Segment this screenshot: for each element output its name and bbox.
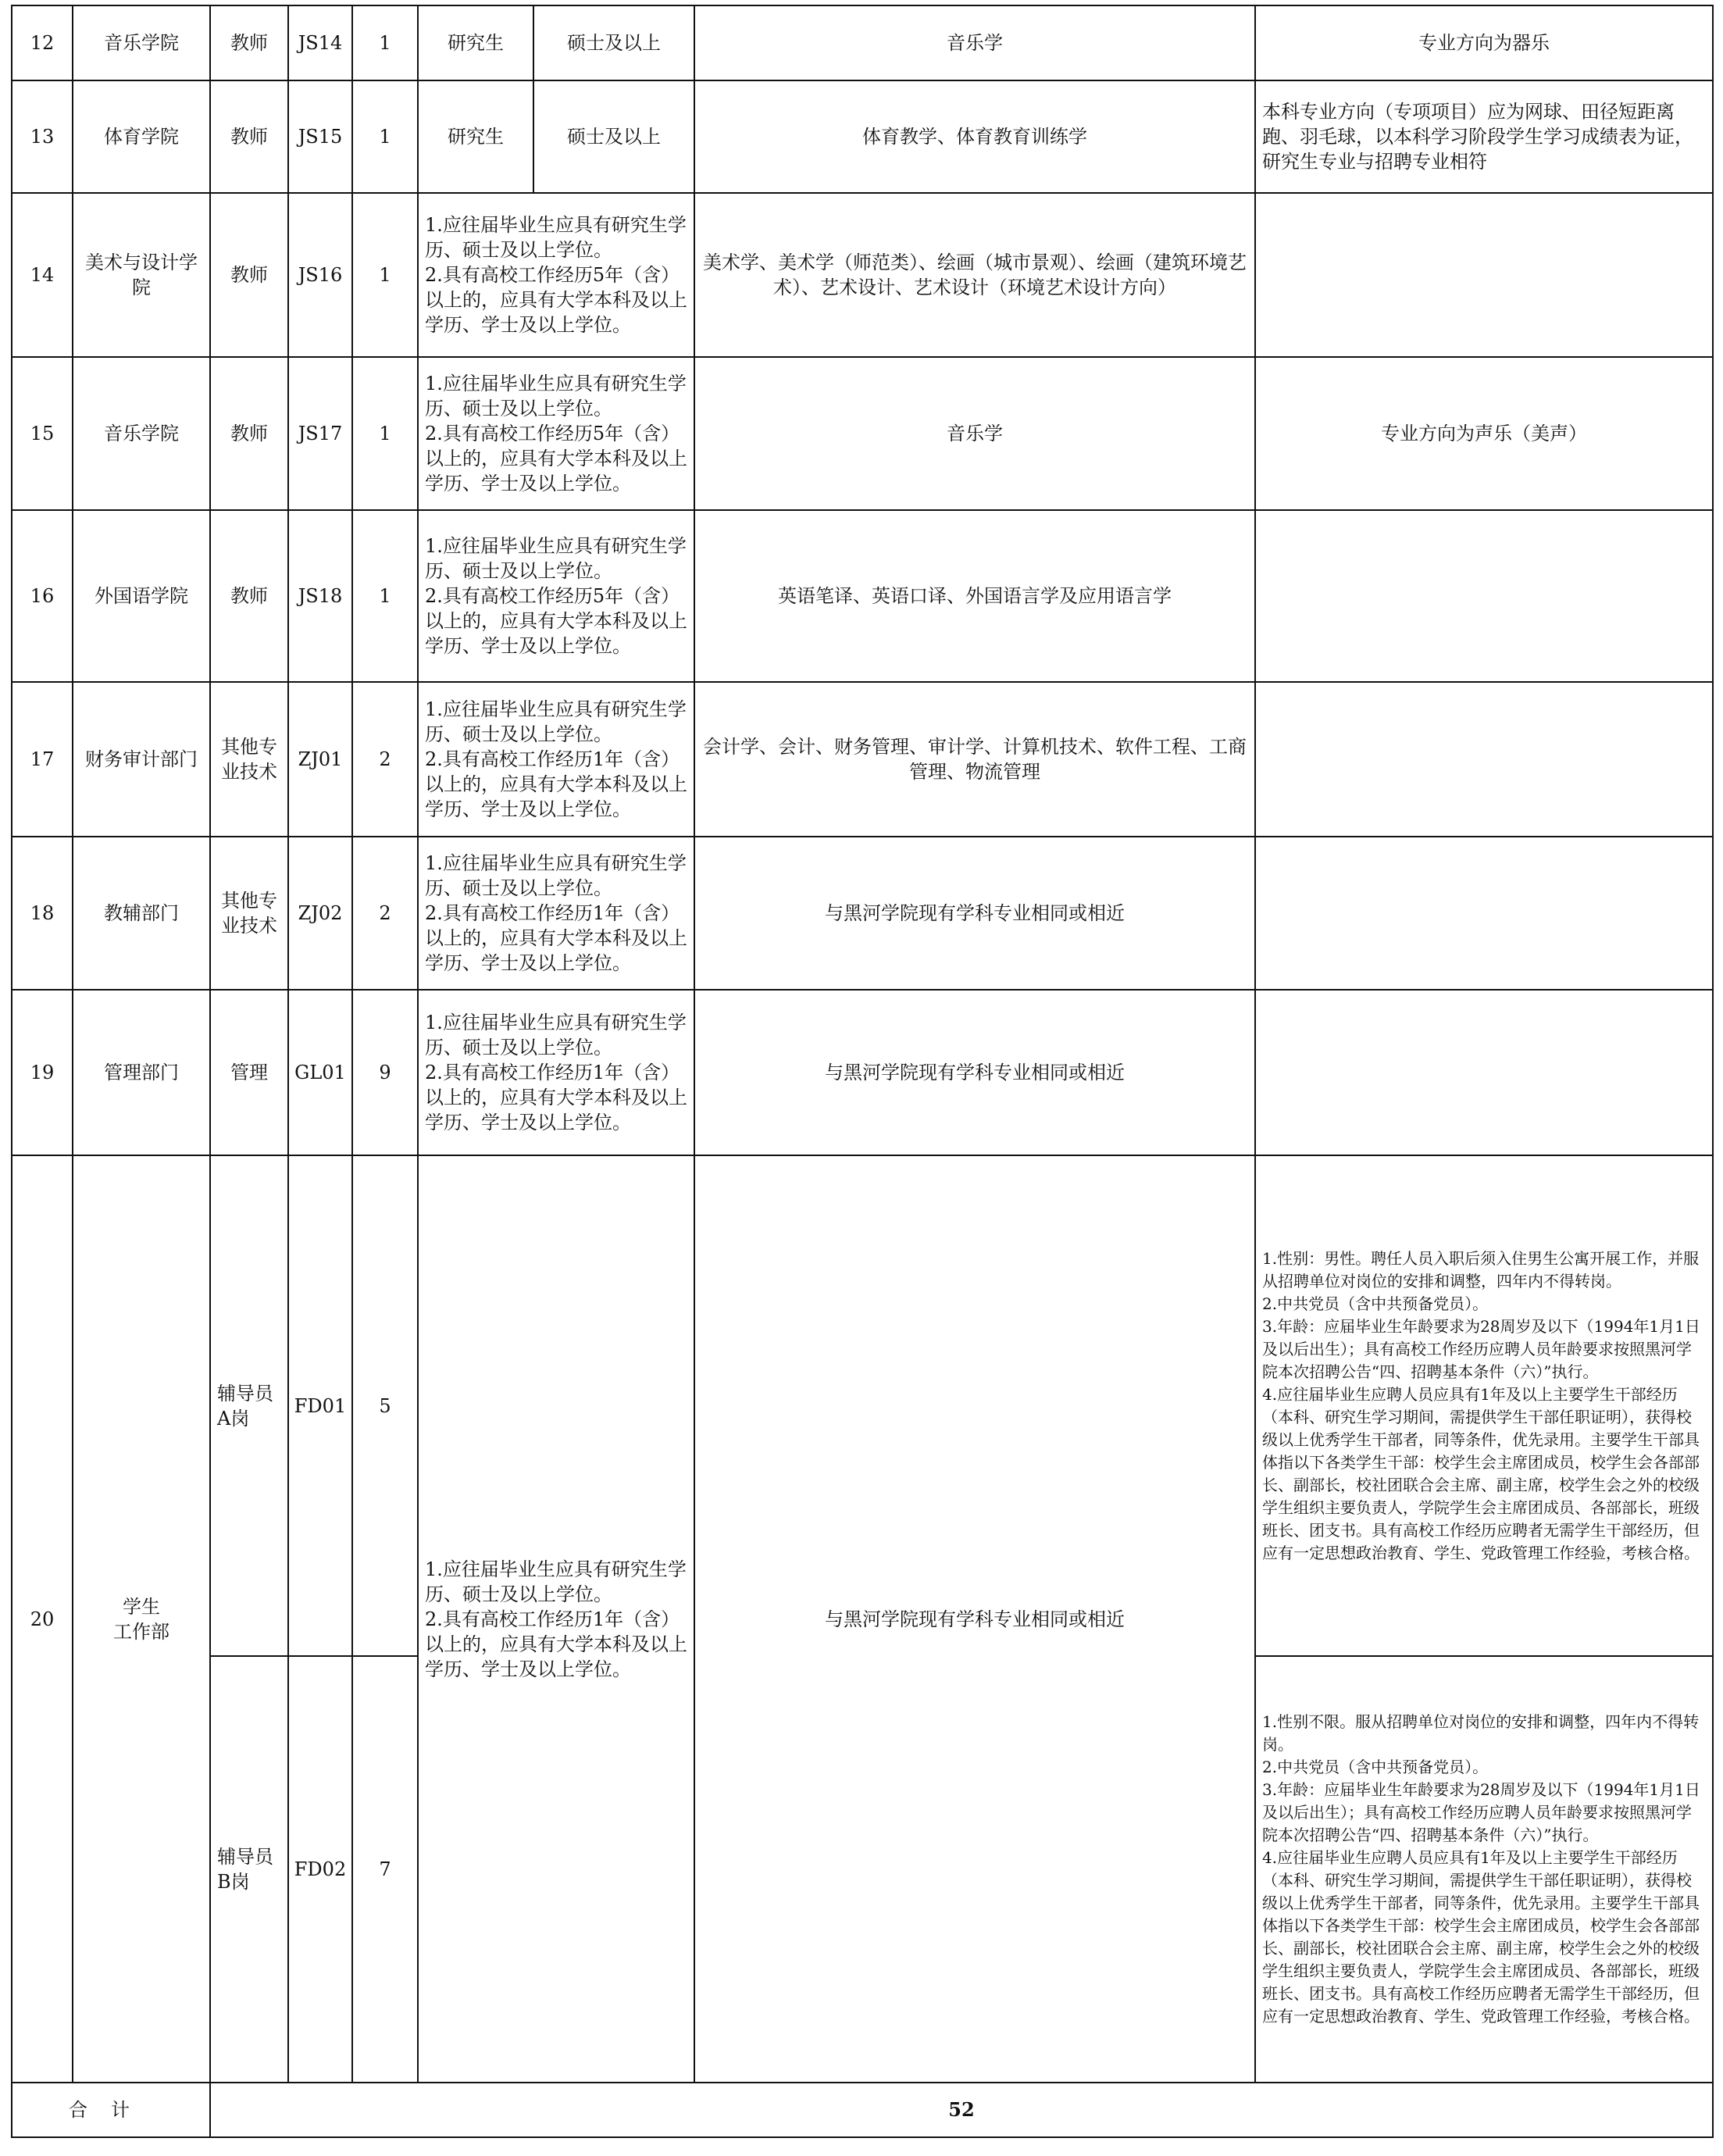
- cell-type: 其他专业技术: [210, 682, 288, 837]
- cell-type: 教师: [210, 510, 288, 682]
- cell-remark: [1255, 990, 1713, 1155]
- total-row: [12, 2083, 1713, 2137]
- cell-remark: 本科专业方向（专项项目）应为网球、田径短距离跑、羽毛球，以本科学习阶段学生学习成绩表为证，研究生专业与招聘专业相符: [1255, 80, 1713, 193]
- total-value: 52: [210, 2083, 1713, 2137]
- cell-type: 辅导员A岗: [210, 1155, 288, 1656]
- cell-dept: 音乐学院: [73, 357, 210, 510]
- cell-major: 与黑河学院现有学科专业相同或相近: [694, 1155, 1255, 2083]
- cell-edu: 研究生: [418, 80, 533, 193]
- cell-degree: 硕士及以上: [533, 5, 694, 80]
- table-row: [12, 193, 1713, 357]
- cell-code: ZJ01: [288, 682, 352, 837]
- total-label: 合计: [12, 2083, 210, 2137]
- cell-dept: 外国语学院: [73, 510, 210, 682]
- cell-major: 美术学、美术学（师范类）、绘画（城市景观）、绘画（建筑环境艺术）、艺术设计、艺术设计（环境艺术设计方向）: [694, 193, 1255, 357]
- cell-code: JS18: [288, 510, 352, 682]
- cell-count: 2: [352, 837, 418, 990]
- recruitment-table: [11, 5, 1714, 2138]
- table-row: [12, 837, 1713, 990]
- cell-code: ZJ02: [288, 837, 352, 990]
- cell-no: 18: [12, 837, 73, 990]
- cell-no: 17: [12, 682, 73, 837]
- table-row: [12, 5, 1713, 80]
- cell-major: 与黑河学院现有学科专业相同或相近: [694, 837, 1255, 990]
- cell-major: 音乐学: [694, 5, 1255, 80]
- cell-major: 会计学、会计、财务管理、审计学、计算机技术、软件工程、工商管理、物流管理: [694, 682, 1255, 837]
- cell-no: 16: [12, 510, 73, 682]
- cell-no: 19: [12, 990, 73, 1155]
- cell-remark: [1255, 682, 1713, 837]
- cell-remark: [1255, 837, 1713, 990]
- cell-code: JS14: [288, 5, 352, 80]
- cell-major: 体育教学、体育教育训练学: [694, 80, 1255, 193]
- cell-count: 1: [352, 80, 418, 193]
- cell-dept: 美术与设计学院: [73, 193, 210, 357]
- cell-remark: 专业方向为声乐（美声）: [1255, 357, 1713, 510]
- cell-no: 20: [12, 1155, 73, 2083]
- cell-count: 7: [352, 1656, 418, 2083]
- cell-requirement: 1.应往届毕业生应具有研究生学历、硕士及以上学位。 2.具有高校工作经历1年（含）以上的，应具有大学本科及以上学历、学士及以上学位。: [418, 1155, 694, 2083]
- cell-no: 13: [12, 80, 73, 193]
- cell-major: 音乐学: [694, 357, 1255, 510]
- table-row: [12, 510, 1713, 682]
- cell-dept: 学生 工作部: [73, 1155, 210, 2083]
- cell-type: 教师: [210, 357, 288, 510]
- cell-count: 1: [352, 357, 418, 510]
- cell-remark: 专业方向为器乐: [1255, 5, 1713, 80]
- cell-code: JS17: [288, 357, 352, 510]
- cell-remark: 1.性别：男性。聘任人员入职后须入住男生公寓开展工作，并服从招聘单位对岗位的安排和调整，四年内不得转岗。 2.中共党员（含中共预备党员）。 3.年龄：应届毕业生年龄要求为28周岁及以下（1994年1月1日及以后出生）；具有高校工作经历应聘人员年龄要求按照黑河学院本次招聘公告“四、招聘基本条件（六）”执行。 4.应往届毕业生应聘人员应具有1年及以上主要学生干部经历（本科、研究生学习期间，需提供学生干部任职证明），获得校级以上优秀学生干部者，同等条件，优先录用。主要学生干部具体指以下各类学生干部：校学生会主席团成员，校学生会各部部长、副部长，校社团联合会主席、副主席，校学生会之外的校级学生组织主要负责人，学院学生会主席团成员、各部部长，班级班长、团支书。具有高校工作经历应聘者无需学生干部经历，但应有一定思想政治教育、学生、党政管理工作经验，考核合格。: [1255, 1155, 1713, 1656]
- cell-code: FD01: [288, 1155, 352, 1656]
- table-row: [12, 357, 1713, 510]
- cell-type: 教师: [210, 80, 288, 193]
- cell-dept: 管理部门: [73, 990, 210, 1155]
- cell-no: 15: [12, 357, 73, 510]
- table-row: [12, 990, 1713, 1155]
- cell-requirement: 1.应往届毕业生应具有研究生学历、硕士及以上学位。 2.具有高校工作经历5年（含）以上的，应具有大学本科及以上学历、学士及以上学位。: [418, 510, 694, 682]
- cell-no: 12: [12, 5, 73, 80]
- cell-remark: [1255, 193, 1713, 357]
- cell-requirement: 1.应往届毕业生应具有研究生学历、硕士及以上学位。 2.具有高校工作经历1年（含）以上的，应具有大学本科及以上学历、学士及以上学位。: [418, 990, 694, 1155]
- cell-count: 5: [352, 1155, 418, 1656]
- cell-count: 1: [352, 193, 418, 357]
- cell-code: JS16: [288, 193, 352, 357]
- cell-requirement: 1.应往届毕业生应具有研究生学历、硕士及以上学位。 2.具有高校工作经历5年（含）以上的，应具有大学本科及以上学历、学士及以上学位。: [418, 357, 694, 510]
- cell-type: 辅导员B岗: [210, 1656, 288, 2083]
- cell-count: 1: [352, 510, 418, 682]
- cell-dept: 体育学院: [73, 80, 210, 193]
- cell-major: 与黑河学院现有学科专业相同或相近: [694, 990, 1255, 1155]
- cell-no: 14: [12, 193, 73, 357]
- table-row: [12, 1155, 1713, 1656]
- cell-code: GL01: [288, 990, 352, 1155]
- cell-type: 其他专业技术: [210, 837, 288, 990]
- cell-type: 教师: [210, 193, 288, 357]
- cell-dept: 教辅部门: [73, 837, 210, 990]
- cell-requirement: 1.应往届毕业生应具有研究生学历、硕士及以上学位。 2.具有高校工作经历5年（含）以上的，应具有大学本科及以上学历、学士及以上学位。: [418, 193, 694, 357]
- cell-requirement: 1.应往届毕业生应具有研究生学历、硕士及以上学位。 2.具有高校工作经历1年（含）以上的，应具有大学本科及以上学历、学士及以上学位。: [418, 682, 694, 837]
- cell-type: 管理: [210, 990, 288, 1155]
- cell-major: 英语笔译、英语口译、外国语言学及应用语言学: [694, 510, 1255, 682]
- cell-degree: 硕士及以上: [533, 80, 694, 193]
- table-row: [12, 682, 1713, 837]
- cell-dept: 音乐学院: [73, 5, 210, 80]
- cell-count: 9: [352, 990, 418, 1155]
- cell-count: 1: [352, 5, 418, 80]
- cell-requirement: 1.应往届毕业生应具有研究生学历、硕士及以上学位。 2.具有高校工作经历1年（含）以上的，应具有大学本科及以上学历、学士及以上学位。: [418, 837, 694, 990]
- cell-code: JS15: [288, 80, 352, 193]
- cell-count: 2: [352, 682, 418, 837]
- cell-type: 教师: [210, 5, 288, 80]
- cell-dept: 财务审计部门: [73, 682, 210, 837]
- cell-remark: 1.性别不限。服从招聘单位对岗位的安排和调整，四年内不得转岗。 2.中共党员（含中共预备党员）。 3.年龄：应届毕业生年龄要求为28周岁及以下（1994年1月1日及以后出生）；具有高校工作经历应聘人员年龄要求按照黑河学院本次招聘公告“四、招聘基本条件（六）”执行。 4.应往届毕业生应聘人员应具有1年及以上主要学生干部经历（本科、研究生学习期间，需提供学生干部任职证明），获得校级以上优秀学生干部者，同等条件，优先录用。主要学生干部具体指以下各类学生干部：校学生会主席团成员，校学生会各部部长、副部长，校社团联合会主席、副主席，校学生会之外的校级学生组织主要负责人，学院学生会主席团成员、各部部长，班级班长、团支书。具有高校工作经历应聘者无需学生干部经历，但应有一定思想政治教育、学生、党政管理工作经验，考核合格。: [1255, 1656, 1713, 2083]
- cell-code: FD02: [288, 1656, 352, 2083]
- cell-edu: 研究生: [418, 5, 533, 80]
- cell-remark: [1255, 510, 1713, 682]
- table-row: [12, 80, 1713, 193]
